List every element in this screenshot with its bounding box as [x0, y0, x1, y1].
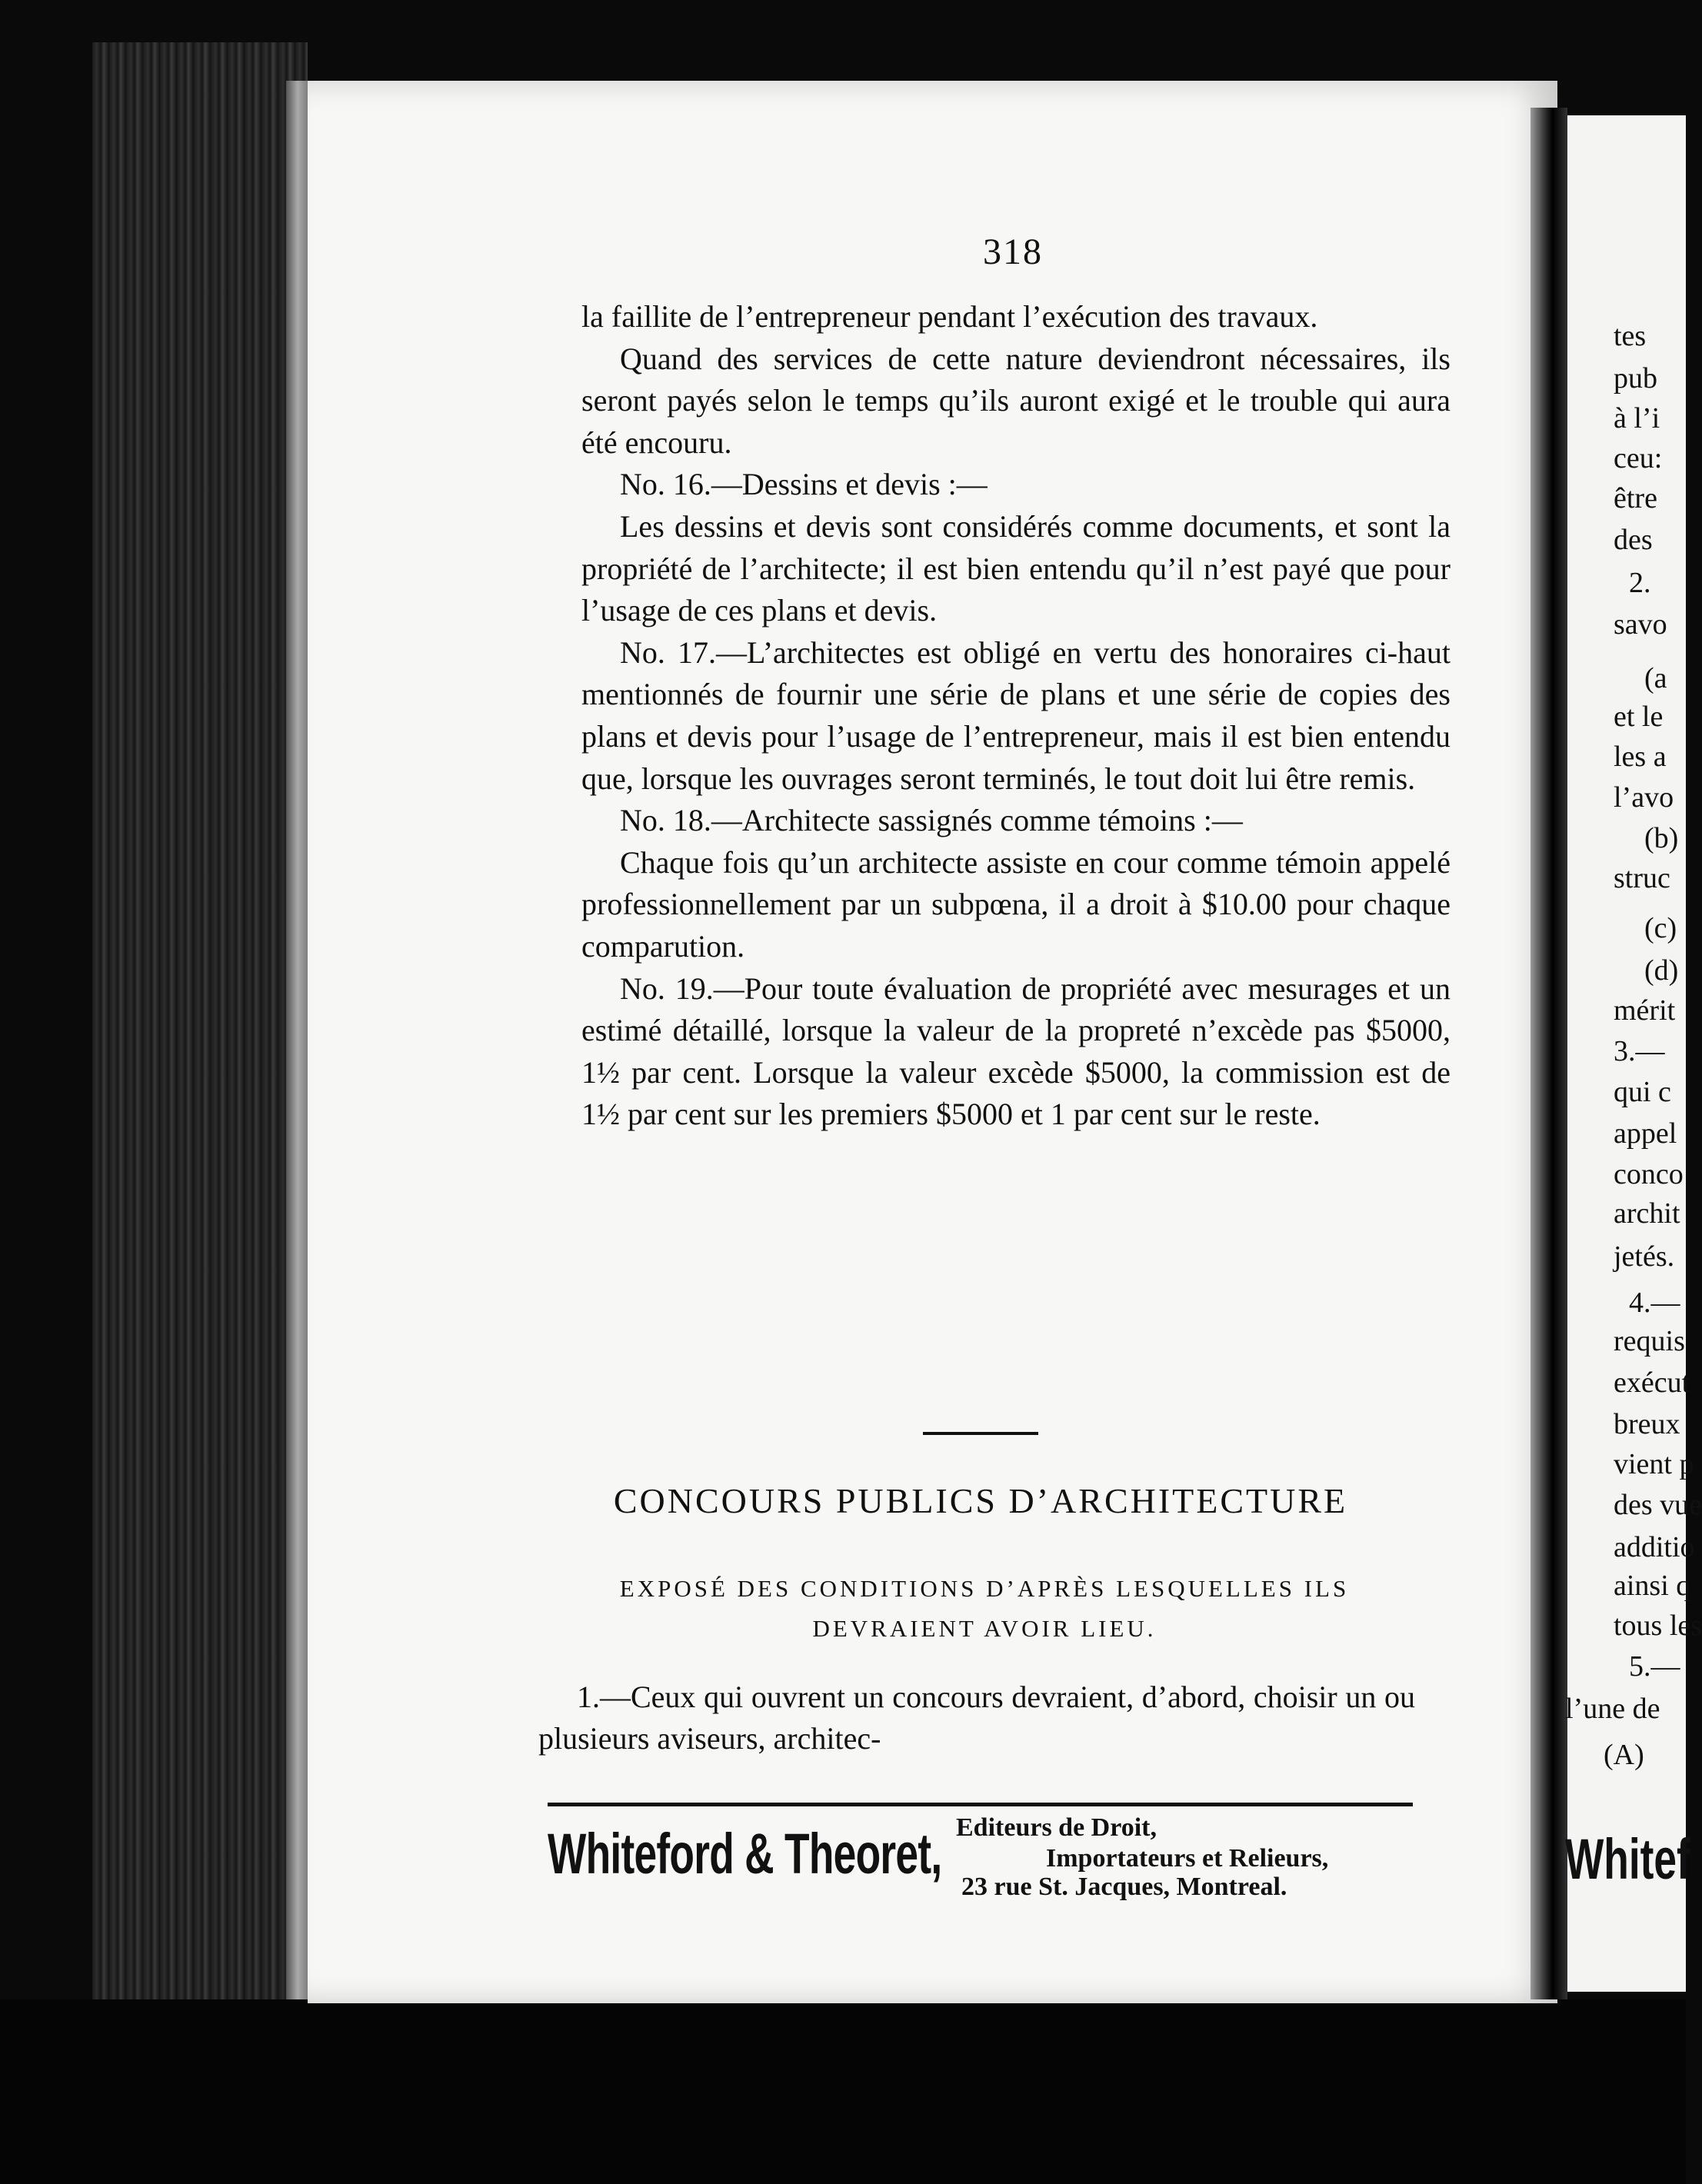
paragraph: 1.—Ceux qui ouvrent un concours devraient, d’abord, choisir un ou plusieurs aviseurs, architec- — [538, 1680, 1415, 1756]
publisher-line-2: Importateurs et Relieurs, — [1046, 1844, 1329, 1873]
right-page-fragment: (d) — [1644, 954, 1679, 987]
right-page-fragment: jetés. — [1614, 1240, 1675, 1273]
right-page-fragment: additio — [1614, 1531, 1695, 1563]
right-page-fragment: les a — [1614, 741, 1667, 773]
right-page-fragment: ceu: — [1614, 442, 1663, 474]
right-page-fragment: vient p — [1614, 1448, 1694, 1480]
section-subtitle: EXPOSÉ DES CONDITIONS D’APRÈS LESQUELLES ILS DEVRAIENT AVOIR LIEU. — [619, 1575, 1350, 1642]
article-19: No. 19.—Pour toute évaluation de propriété avec mesurages et un estimé détaillé, lorsque la valeur de la propreté n’excède pas $5000, 1½ par cent. Lorsque la valeur excède $5000, la commission est de 1½ par cent sur les premiers $5000 et 1 par cent sur le reste. — [581, 970, 1451, 1132]
right-page-brand-fragment: Whitef — [1565, 1827, 1690, 1891]
right-page-fragment: qui c — [1614, 1076, 1671, 1108]
page-edge-highlight — [286, 81, 309, 2003]
right-page-fragment: requis — [1614, 1325, 1685, 1357]
right-page-fragment: 2. — [1629, 567, 1651, 599]
right-page-fragment: tes — [1614, 320, 1647, 352]
page-number: 318 — [983, 231, 1043, 272]
publisher-line-1: Editeurs de Droit, — [956, 1813, 1157, 1842]
article-heading-16: No. 16.—Dessins et devis :— — [620, 467, 988, 502]
paragraph: la faillite de l’entrepreneur pendant l’exécution des travaux. — [581, 299, 1318, 334]
right-page-fragment: (c) — [1644, 912, 1677, 944]
footer-rule — [548, 1803, 1413, 1806]
body-text — [581, 296, 1451, 1136]
right-page-fragment: l’une de — [1565, 1693, 1660, 1725]
right-page-fragment: des vue — [1614, 1489, 1702, 1521]
right-page-fragment: archit — [1614, 1197, 1680, 1230]
book-gutter — [1530, 108, 1567, 1999]
right-page-fragment: appel — [1614, 1117, 1677, 1150]
right-page-fragment: 4.— — [1629, 1287, 1680, 1319]
right-page-fragment: savo — [1614, 608, 1667, 641]
right-page-fragment: à l’i — [1614, 402, 1660, 434]
right-page-fragment: des — [1614, 524, 1653, 556]
article-17: No. 17.—L’architectes est obligé en vertu des honoraires ci-haut mentionnés de fournir une série de plans et une série de copies des plans et devis pour l’usage de l’entrepreneur, mais il est bien entendu que, lorsque les ouvrages seront terminés, le tout doit lui être remis. — [581, 634, 1451, 796]
section-divider — [923, 1432, 1038, 1435]
right-page-fragment: struc — [1614, 862, 1670, 894]
paragraph: Les dessins et devis sont considérés comme documents, et sont la propriété de l’architecte; il est bien entendu qu’il n’est payé que pour l’usage de ces plans et devis. — [581, 508, 1451, 628]
right-page-fragment: 3.— — [1614, 1035, 1665, 1067]
right-page-fragment: tous les — [1614, 1610, 1702, 1642]
right-page-fragment: (A) — [1604, 1739, 1644, 1771]
paragraph: Chaque fois qu’un architecte assiste en cour comme témoin appelé professionnellement par un subpœna, il a droit à $10.00 pour chaque comparution. — [581, 844, 1451, 964]
right-page-fragment: breux — [1614, 1408, 1680, 1440]
right-page-fragment: mérit — [1614, 994, 1676, 1027]
publisher-brand: Whiteford & Theoret, — [548, 1822, 942, 1886]
right-page-fragment: ainsi q — [1614, 1570, 1691, 1602]
section-body — [538, 1676, 1415, 1760]
right-page-fragment: (b) — [1644, 822, 1679, 854]
publisher-address: 23 rue St. Jacques, Montreal. — [961, 1873, 1287, 1901]
right-page-fragment: être — [1614, 482, 1657, 514]
right-page-fragment: l’avo — [1614, 781, 1674, 814]
right-page-fragment: conco — [1614, 1158, 1684, 1190]
right-page-fragment: 5.— — [1629, 1650, 1680, 1683]
right-page-fragment: (a — [1644, 662, 1667, 694]
right-page-fragment: exécut — [1614, 1367, 1690, 1399]
section-title: CONCOURS PUBLICS D’ARCHITECTURE — [613, 1481, 1348, 1520]
book-page-edges — [92, 42, 308, 2007]
article-heading-18: No. 18.—Architecte sassignés comme témoins :— — [620, 803, 1243, 838]
right-page-fragment: pub — [1614, 362, 1657, 395]
scan-background — [0, 1999, 1686, 2184]
paragraph: Quand des services de cette nature deviendront nécessaires, ils seront payés selon le temps qu’ils auront exigé et le trouble qui aura été encouru. — [581, 341, 1451, 460]
right-page-fragment: et le — [1614, 701, 1664, 733]
